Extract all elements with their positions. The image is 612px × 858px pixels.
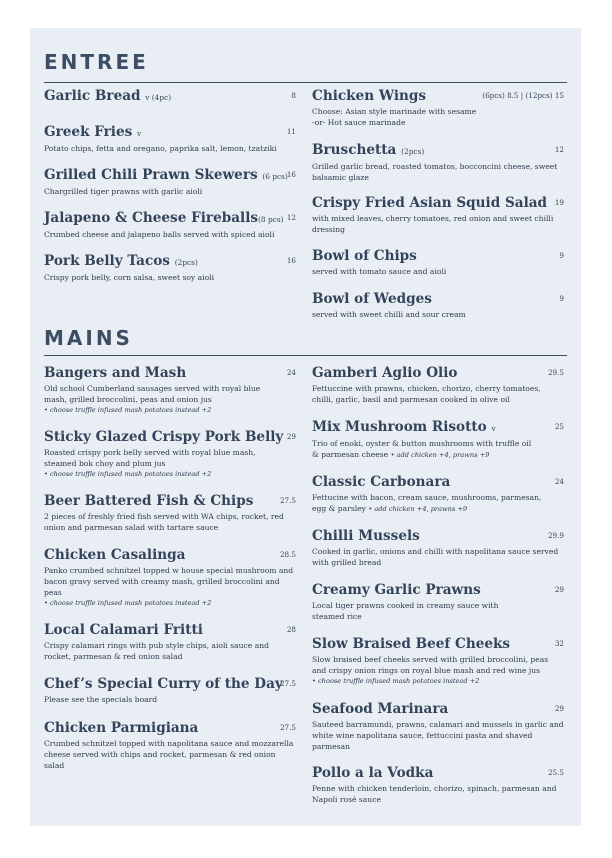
- item-description: with mixed leaves, cherry tomatoes, red onion and sweet chilli dressing: [312, 214, 554, 234]
- item-description: Penne with chicken tenderloin, chorizo, spinach, parmesan and Napoli rosé sauce: [312, 784, 557, 804]
- item-price: 12: [554, 145, 564, 154]
- menu-item: [44, 547, 296, 608]
- item-description: 2 pieces of freshly fried fish served with WA chips, rocket, red onion and parmesan salad with tartare sauce: [44, 512, 284, 532]
- item-description: Crumbed schnitzel topped with napolitana sauce and mozzarella cheese served with chips and rocket, parmesan & red onion salad: [44, 739, 294, 770]
- section-divider: [44, 82, 567, 83]
- menu-item: [312, 195, 564, 235]
- item-price: 29: [554, 704, 564, 713]
- item-name: Bangers and Mash: [44, 365, 187, 381]
- item-note: v: [137, 129, 142, 138]
- menu-item: [312, 365, 564, 405]
- item-name: Creamy Garlic Prawns: [312, 582, 481, 598]
- item-description: Choose: Asian style marinade with sesame: [312, 107, 477, 116]
- item-price: 9: [559, 294, 564, 303]
- item-description: served with tomato sauce and aioli: [312, 267, 447, 276]
- item-description: Fettucine with bacon, cream sauce, mushrooms, parmesan, egg & parsley • add chicken +4, prawns +9: [312, 493, 542, 513]
- item-note: (8 pcs): [258, 215, 284, 224]
- item-price: 9: [559, 251, 564, 260]
- item-note: v (4pc): [145, 93, 172, 102]
- item-description: Slow braised beef cheeks served with grilled broccolini, peas and crispy onion rings on royal blue mash and red wine jus: [312, 655, 549, 675]
- item-name: Local Calamari Fritti: [44, 622, 203, 638]
- item-name: Slow Braised Beef Cheeks: [312, 636, 511, 652]
- item-description: Cooked in garlic, onions and chilli with napolitana sauce served with grilled bread: [312, 547, 559, 567]
- item-price: 25.5: [547, 768, 564, 777]
- menu-panel: [30, 28, 581, 826]
- item-description: Crispy pork belly, corn salsa, sweet soy aioli: [44, 273, 215, 282]
- menu-item: [312, 701, 564, 752]
- item-name: Gamberi Aglio Olio: [312, 365, 458, 381]
- menu-item: [312, 765, 564, 805]
- item-description: Crumbed cheese and jalapeno balls served with spiced aioli: [44, 230, 275, 239]
- section-divider: [44, 355, 567, 356]
- item-name: Garlic Bread: [44, 88, 141, 104]
- menu-item: [44, 365, 296, 415]
- item-name: Seafood Marinara: [312, 701, 449, 717]
- item-price: 27.5: [279, 679, 296, 688]
- item-price: 29: [554, 585, 564, 594]
- item-description: Fettuccine with prawns, chicken, chorizo, cherry tomatoes, chilli, garlic, basil and parmesan cooked in olive oil: [312, 384, 541, 404]
- menu-item: [312, 636, 564, 686]
- item-description: Potato chips, fetta and oregano, paprika salt, lemon, tzatziki: [44, 144, 277, 153]
- item-price: 16: [286, 256, 296, 265]
- item-option: • choose truffle infused mash potatoes instead +2: [312, 677, 480, 685]
- item-name: Jalapeno & Cheese Fireballs: [44, 210, 259, 226]
- item-name: Greek Fries: [44, 124, 133, 140]
- menu-item: [44, 493, 296, 533]
- item-description: Please see the specials board: [44, 695, 158, 704]
- menu-item: [312, 88, 564, 128]
- item-description: Trio of enoki, oyster & button mushrooms with truffle oil & parmesan cheese • add chicken +4, prawns +9: [312, 439, 532, 459]
- menu-item: [44, 88, 296, 106]
- item-option: • choose truffle infused mash potatoes instead +2: [44, 470, 212, 478]
- item-price: 29: [286, 432, 296, 441]
- item-description: Sauteed barramundi, prawns, calamari and mussels in garlic and white wine napolitana sauce, fettuccini pasta and shaved parmesan: [312, 720, 564, 751]
- item-name: Classic Carbonara: [312, 474, 451, 490]
- menu-item: [44, 676, 296, 705]
- item-option: • choose truffle infused mash potatoes instead +2: [44, 406, 212, 414]
- menu-item: [312, 291, 564, 320]
- item-description: Chargrilled tiger prawns with garlic aioli: [44, 187, 203, 196]
- item-name: Bruschetta: [312, 142, 397, 158]
- item-description: Local tiger prawns cooked in creamy sauce with steamed rice: [312, 601, 499, 621]
- menu-item: [44, 720, 296, 771]
- item-option: • add chicken +4, prawns +9: [390, 451, 490, 459]
- item-name: Chicken Casalinga: [44, 547, 186, 563]
- item-name: Chicken Parmigiana: [44, 720, 199, 736]
- menu-item: [44, 167, 296, 197]
- item-price: 32: [554, 639, 564, 648]
- item-name: Mix Mushroom Risotto: [312, 419, 487, 435]
- menu-item: [44, 210, 296, 240]
- item-description: Panko crumbed schnitzel topped w house special mushroom and bacon gravy served with creamy mash, grilled broccolini and peas: [44, 566, 294, 597]
- menu-item: [44, 253, 296, 283]
- item-price: 11: [286, 127, 296, 136]
- menu-item: [312, 528, 564, 568]
- item-price: 12: [286, 213, 296, 222]
- item-name: Bowl of Chips: [312, 248, 417, 264]
- item-note: (2pcs): [174, 258, 198, 267]
- item-price: 28: [286, 625, 296, 634]
- item-name: Pollo a la Vodka: [312, 765, 434, 781]
- section-title-mains: MAINS: [44, 326, 133, 350]
- section-title-entree: ENTREE: [44, 50, 149, 74]
- item-price: 8: [291, 91, 296, 100]
- item-note: (6 pcs): [262, 172, 288, 181]
- item-price: 19: [554, 198, 564, 207]
- item-price: (6pcs) 8.5 | (12pcs) 15: [482, 91, 564, 100]
- item-name: Pork Belly Tacos: [44, 253, 170, 269]
- item-description: served with sweet chilli and sour cream: [312, 310, 466, 319]
- menu-item: [44, 124, 296, 154]
- item-name: Crispy Fried Asian Squid Salad: [312, 195, 548, 211]
- menu-item: [312, 142, 564, 183]
- item-price: 16: [286, 170, 296, 179]
- item-price: 29.5: [547, 368, 564, 377]
- item-option: • add chicken +4, prawns +9: [368, 505, 468, 513]
- item-price: 24: [286, 368, 296, 377]
- item-option: • choose truffle infused mash potatoes instead +2: [44, 599, 212, 607]
- item-price: 27.5: [279, 496, 296, 505]
- item-name: Bowl of Wedges: [312, 291, 432, 307]
- item-name: Beer Battered Fish & Chips: [44, 493, 254, 509]
- item-price: 27.5: [279, 723, 296, 732]
- item-description: Grilled garlic bread, roasted tomatos, bocconcini cheese, sweet balsamic glaze: [312, 162, 558, 182]
- menu-item: [312, 419, 564, 461]
- item-price: 29.9: [547, 531, 564, 540]
- item-price: 25: [554, 422, 564, 431]
- item-description: Crispy calamari rings with pub style chips, aioli sauce and rocket, parmesan & red onion salad: [44, 641, 269, 661]
- item-name: Chilli Mussels: [312, 528, 420, 544]
- menu-item: [44, 429, 296, 479]
- menu-item: [312, 248, 564, 277]
- menu-item: [312, 474, 564, 515]
- menu-item: [44, 622, 296, 662]
- item-name: Chicken Wings: [312, 88, 427, 104]
- item-description: Roasted crispy pork belly served with royal blue mash, steamed bok choy and plum jus: [44, 448, 256, 468]
- item-name: Grilled Chili Prawn Skewers: [44, 167, 258, 183]
- item-note: (2pcs): [401, 147, 425, 156]
- menu-item: [312, 582, 564, 622]
- item-price: 28.5: [279, 550, 296, 559]
- item-note: v: [491, 424, 496, 433]
- item-name: Chef’s Special Curry of the Day: [44, 676, 283, 692]
- item-name: Sticky Glazed Crispy Pork Belly: [44, 429, 284, 445]
- item-price: 24: [554, 477, 564, 486]
- item-description-alt: -or- Hot sauce marinade: [312, 118, 406, 127]
- item-description: Old school Cumberland sausages served with royal blue mash, grilled broccolini, peas and onion jus: [44, 384, 261, 404]
